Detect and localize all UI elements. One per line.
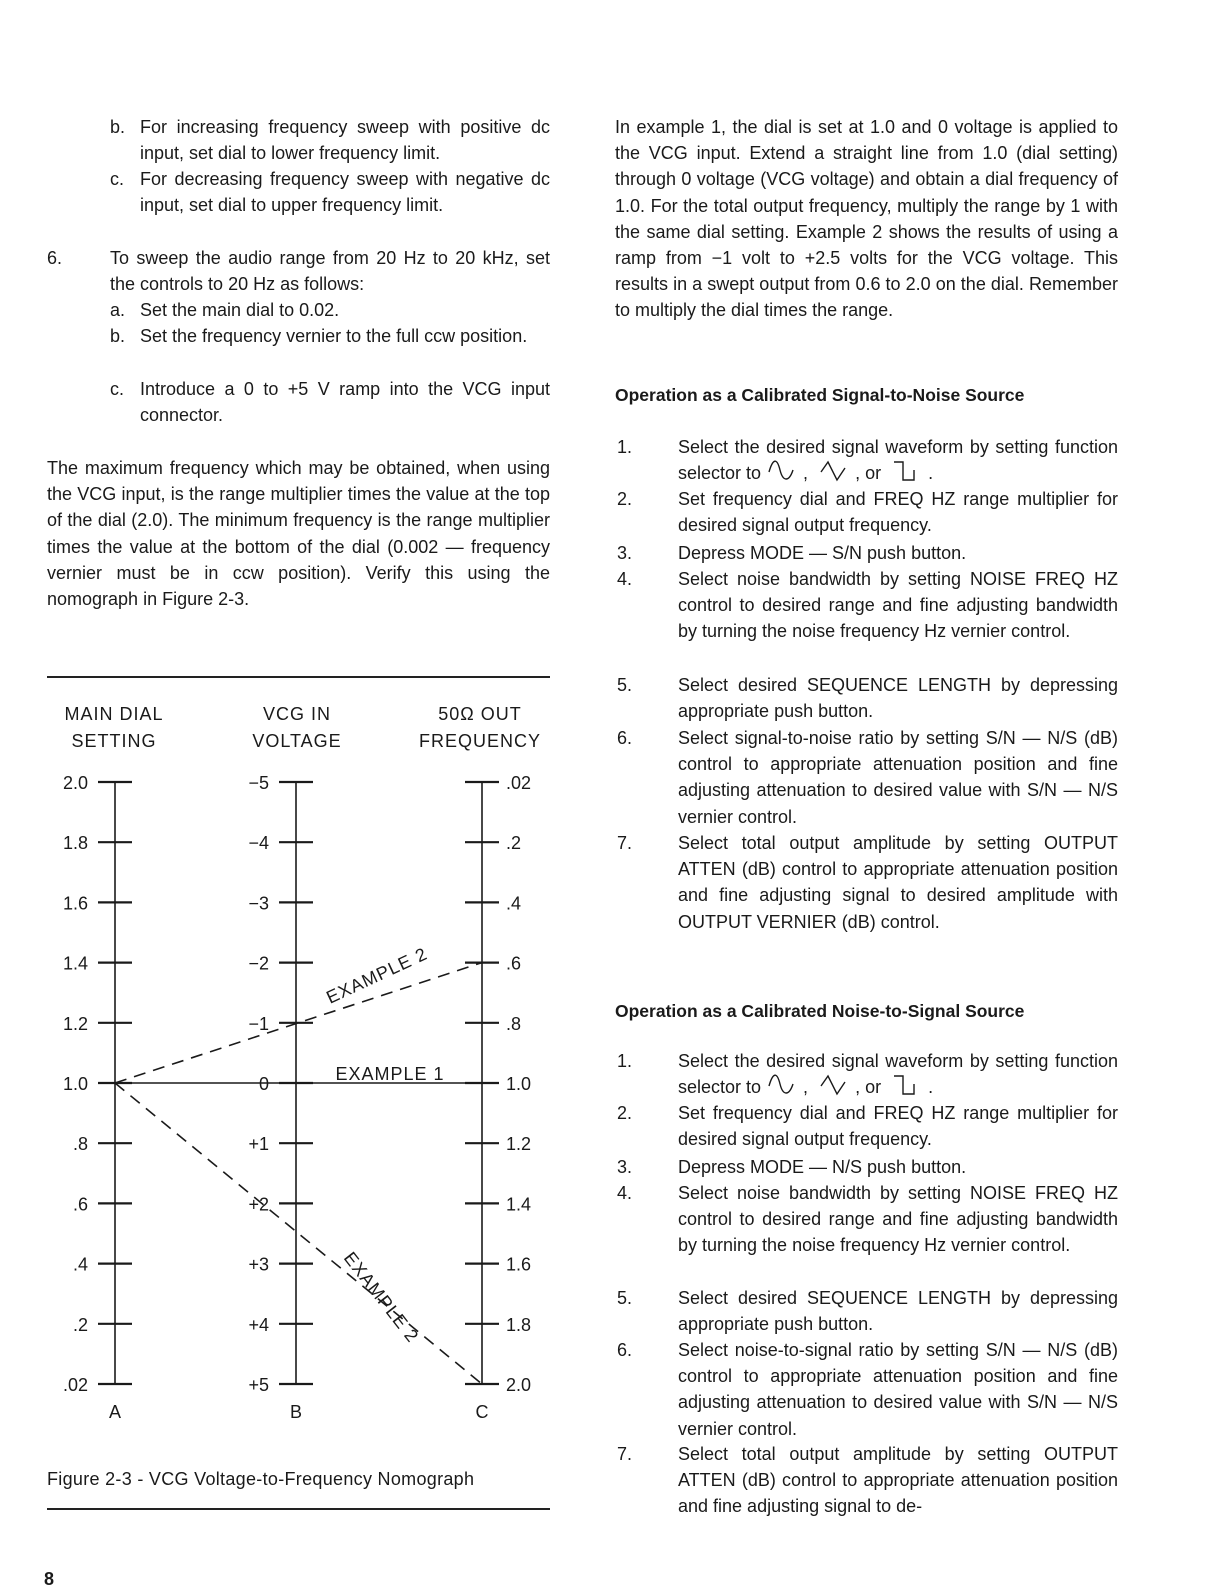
separator: , (803, 1077, 809, 1098)
step-text-body: Select desired SEQUENCE LENGTH by depressing appropriate push button. (678, 1288, 1118, 1335)
step-number: 7. (617, 1444, 633, 1464)
step-text (678, 486, 1118, 538)
step-text-body: Set frequency dial and FREQ HZ range multiplier for desired signal output frequency. (678, 489, 1118, 536)
section-heading-sn: Operation as a Calibrated Signal-to-Noise Source (615, 385, 1025, 405)
axis-label-c: C (475, 1402, 489, 1422)
step-number: 4. (617, 569, 633, 589)
tick-label-c: .2 (506, 833, 522, 854)
tick-label-b: 0 (258, 1074, 269, 1094)
nomograph-header-c: 50Ω OUT (438, 704, 522, 724)
step-number: 3. (617, 1157, 633, 1177)
tick-label-a: .8 (72, 1134, 88, 1155)
step-number: 4. (617, 1183, 633, 1203)
step-text-body: Select noise bandwidth by setting NOISE FREQ HZ control to desired range and fine adjusting bandwidth by turning the noise frequency Hz vernier control. (678, 1183, 1118, 1256)
step-letter: b. (110, 326, 126, 346)
figure-top-rule (47, 676, 550, 678)
nomograph-figure (0, 680, 600, 1460)
nomograph-header-b: VCG IN (262, 704, 332, 724)
step-text-body: Select total output amplitude by setting OUTPUT ATTEN (dB) control to appropriate attenuation position and fine adjusting signal to de- (678, 1444, 1118, 1517)
tick-label-a: 1.4 (62, 953, 88, 974)
axis-label-a: A (108, 1402, 122, 1422)
tick-label-a: .4 (72, 1254, 88, 1275)
tick-label-b: +3 (248, 1254, 269, 1275)
separator: . (928, 1077, 934, 1098)
step-text-body: Select the desired signal waveform by setting function selector to (678, 1051, 1118, 1098)
tick-label-c: 1.4 (506, 1194, 532, 1215)
step-text (678, 1180, 1118, 1259)
example-2-label-lower: EXAMPLE 2 (339, 1248, 423, 1347)
step-text: For increasing frequency sweep with positive dc input, set dial to lower frequency limit. (140, 117, 550, 164)
example-2-label-upper: EXAMPLE 2 (323, 943, 431, 1008)
step-number: 6. (617, 728, 633, 748)
step-number: 7. (617, 833, 633, 853)
tick-label-b: −4 (248, 833, 269, 854)
step-text-body: Depress MODE — N/S push button. (678, 1157, 967, 1177)
body-paragraph: The maximum frequency which may be obtained, when using the VCG input, is the range multiplier times the value at the top of the dial (2.0). The minimum frequency is the range multiplier times the value at the bottom of the dial (0.002 — frequency vernier must be in ccw position). Verify this using the nomograph in Figure 2-3. (47, 458, 550, 610)
tick-label-c: .6 (506, 953, 522, 974)
step-text (678, 1337, 1118, 1442)
step-text-body: Select noise bandwidth by setting NOISE FREQ HZ control to desired range and fine adjusting bandwidth by turning the noise frequency Hz vernier control. (678, 569, 1118, 642)
step-number: 1. (617, 1051, 633, 1071)
step-text (678, 1048, 1118, 1103)
figure-caption: Figure 2-3 - VCG Voltage-to-Frequency Nomograph (47, 1469, 475, 1489)
step-number: 6. (617, 1340, 633, 1360)
step-text (678, 1285, 1118, 1337)
tick-label-c: .8 (506, 1013, 522, 1034)
separator: , or (855, 1077, 882, 1098)
step-text (678, 830, 1118, 935)
separator: , (803, 463, 809, 484)
example-2-lower-line (115, 1083, 482, 1384)
step-text: Set the main dial to 0.02. (140, 300, 340, 320)
step-number: 6. (47, 248, 63, 268)
tick-label-a: 1.8 (62, 833, 88, 854)
step-text: Set the frequency vernier to the full ccw position. (140, 326, 528, 346)
tick-label-a: .6 (72, 1194, 88, 1215)
tick-label-c: 2.0 (506, 1375, 532, 1395)
step-letter: a. (110, 300, 126, 320)
step-text-body: Set frequency dial and FREQ HZ range multiplier for desired signal output frequency. (678, 1103, 1118, 1150)
tick-label-a: 1.2 (62, 1013, 88, 1034)
tick-label-c: 1.2 (506, 1134, 532, 1155)
tick-label-a: 1.6 (62, 893, 88, 914)
tick-label-a: 2.0 (62, 773, 88, 793)
tick-label-b: +4 (248, 1314, 269, 1335)
tick-label-c: .4 (506, 893, 522, 914)
axis-label-b: B (289, 1402, 303, 1422)
page-number: 8 (44, 1569, 55, 1589)
tick-label-a: 1.0 (62, 1074, 88, 1094)
step-text (678, 434, 1118, 489)
section-heading-ns: Operation as a Calibrated Noise-to-Signal Source (615, 1001, 1025, 1021)
tick-label-b: −5 (248, 773, 269, 793)
step-number: 1. (617, 437, 633, 457)
step-text (678, 540, 1118, 566)
step-text-body: Select noise-to-signal ratio by setting S/N — N/S (dB) control to appropriate attenuation position and fine adjusting attenuation to desired value with S/N — N/S vernier control. (678, 1340, 1118, 1439)
step-text (678, 1154, 1118, 1180)
step-text (678, 1100, 1118, 1152)
step-text-body: Select signal-to-noise ratio by setting S/N — N/S (dB) control to appropriate attenuation position and fine adjusting attenuation to desired value with S/N — N/S vernier control. (678, 728, 1118, 827)
tick-label-b: +2 (248, 1194, 269, 1215)
body-paragraph: In example 1, the dial is set at 1.0 and 0 voltage is applied to the VCG input. Extend a straight line from 1.0 (dial setting) through 0 voltage (VCG voltage) and obtain a dial frequency of 1.0. For the total output frequency, multiply the range by 1 with the same dial setting. Example 2 shows the results of using a ramp from −1 volt to +2.5 volts for the VCG voltage. This results in a swept output from 0.6 to 2.0 on the dial. Remember to multiply the dial times the range. (615, 117, 1118, 321)
tick-label-a: .02 (62, 1375, 88, 1395)
tick-label-b: −3 (248, 893, 269, 914)
step-number: 2. (617, 1103, 633, 1123)
tick-label-c: 1.0 (506, 1074, 532, 1094)
separator: , or (855, 463, 882, 484)
step-text: Introduce a 0 to +5 V ramp into the VCG input connector. (140, 379, 550, 426)
step-text-body: Select total output amplitude by setting OUTPUT ATTEN (dB) control to appropriate attenuation position and fine adjusting signal to desired amplitude with OUTPUT VERNIER (dB) control. (678, 833, 1118, 932)
tick-label-c: .02 (506, 773, 532, 793)
step-letter: c. (110, 379, 125, 399)
tick-label-c: 1.6 (506, 1254, 532, 1275)
figure-bottom-rule (47, 1508, 550, 1510)
tick-label-c: 1.8 (506, 1314, 532, 1335)
step-letter: b. (110, 117, 126, 137)
step-number: 2. (617, 489, 633, 509)
step-text (678, 672, 1118, 724)
step-number: 5. (617, 1288, 633, 1308)
nomograph-header-b: VOLTAGE (252, 731, 342, 751)
step-letter: c. (110, 169, 125, 189)
tick-label-b: +5 (248, 1375, 269, 1395)
step-number: 5. (617, 675, 633, 695)
example-1-label: EXAMPLE 1 (335, 1064, 445, 1084)
separator: . (928, 463, 934, 484)
step-text-body: Select desired SEQUENCE LENGTH by depressing appropriate push button. (678, 675, 1118, 722)
step-text: To sweep the audio range from 20 Hz to 20 kHz, set the controls to 20 Hz as follows: (110, 248, 550, 295)
step-number: 3. (617, 543, 633, 563)
step-text (678, 725, 1118, 830)
step-text-body: Depress MODE — S/N push button. (678, 543, 967, 563)
step-text (678, 1441, 1118, 1520)
nomograph-header-a: MAIN DIAL (64, 704, 164, 724)
nomograph-header-a: SETTING (71, 731, 157, 751)
step-text: For decreasing frequency sweep with negative dc input, set dial to upper frequency limit. (140, 169, 550, 216)
tick-label-b: −2 (248, 953, 269, 974)
tick-label-a: .2 (72, 1314, 88, 1335)
nomograph-header-c: FREQUENCY (418, 731, 542, 751)
step-text-body: Select the desired signal waveform by setting function selector to (678, 437, 1118, 484)
step-text (678, 566, 1118, 645)
tick-label-b: −1 (248, 1013, 269, 1034)
tick-label-b: +1 (248, 1134, 269, 1155)
